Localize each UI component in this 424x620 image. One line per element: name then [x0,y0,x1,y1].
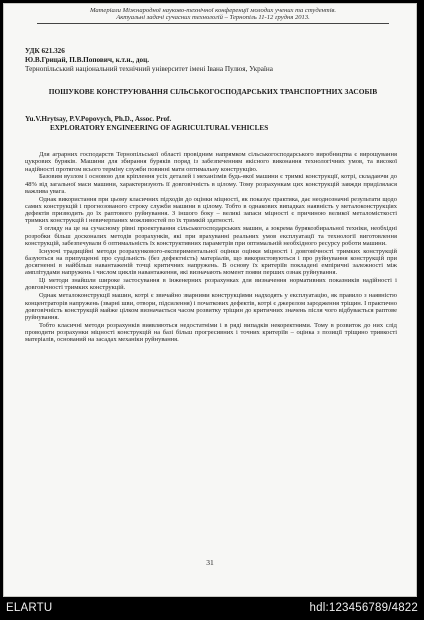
paragraph: Існуючі традиційні методи розрахункового-експериментальної оцінки оцінки міцності і довговічності тримких конструкцій базуються на припущенні про суцільність (без дефектність) матеріалів, що використовуються і про руйнування конструкцій при досягненні в найбільш навантаженій точці критичних напружень. В основу їх критеріїв покладені емпіричні залежності між амплітудами напружень і числом циклів навантаження, які визначають момент появи перших ознак руйнування. [25,247,397,277]
paragraph: Однак використання при цьому класичних підходів до оцінки міцності, як показує практика, дає неоднозначні результати щодо самих конструкцій і прогнозованого строку служби машини в цілому. Тобто в однакових випадках наявність у металоконструкціях дефектів призводить до їх раптового руйнування. З іншого боку – великі запаси міцності є причиною великої металомісткості тримких конструкцій і невичерпаних можливостей по їх тримкій здатності. [25,195,397,225]
paragraph: Для аграрних господарств Тернопільської області провідним напрямком сільськогосподарського виробництва є вирощування цукрових буряків. Машини для збирання буряків поряд із забезпеченням якісного виконання технологічних умов, та високої надійності протягом всього терміну служби повинні мати оптимальну конструкцію. [25,151,397,173]
paragraph: Базовим вузлом і основою для кріплення усіх деталей і механізмів будь-якої машини є тримкі конструкції, котрі, складаючи до 48% від загальної маси машини, характеризують її довговічність в цілому. Тому розрахункам цих конструкцій завжди приділялася важлива увага. [25,173,397,195]
conference-header-line-1: Матеріали Міжнародної науково-технічної конференції молодих учених та студентів. [89,7,337,14]
conference-header-line-2: Актуальні задачі сучасних технологій – Тернопіль 11-12 грудня 2013. [116,14,310,21]
article-body [25,151,397,344]
page-number: 31 [206,558,214,567]
handle-identifier: hdl:123456789/4822 [309,602,418,614]
title-ukrainian: ПОШУКОВЕ КОНСТРУЮВАННЯ СІЛЬСЬКОГОСПОДАРСЬКИХ ТРАНСПОРТНИХ ЗАСОБІВ [48,87,378,96]
paragraph: Ці методи знайшли широке застосування в інженерних розрахунках для визначення нормативних показників надійності і довговічності тримких конструкцій. [25,277,397,292]
paragraph: З огляду на це на сучасному рівні проектування сільськогосподарських машин, а зокрема бурякозбиральної техніки, необхідні розробки більш досконалих методів розрахунків, які при врахуванні реальних умов експлуатації та технології виготовлення конструкцій, забезпечували б оптимальність їх конструктивних параметрів при оптимальній необхідного ресурсу роботи машини. [25,225,397,247]
authors-ukrainian: Ю.В.Грицай, П.В.Попович, к.т.н., доц. [25,56,150,64]
affiliation: Тернопільський національний технічний університет імені Івана Пулюя, Україна [25,65,273,73]
document-page [3,3,417,597]
udc-code: УДК 621.326 [25,47,65,55]
paragraph: Тобто класичні методи розрахунків виявляються недостатніми і в ряді випадків некоректними. Тому в розвиток до них слід проводити розрахунки міцності конструкцій на базі більш прогресивних і точних критеріїв – оцінка з позиції тріщино тривкості матеріалів, оснований на засадах механіки руйнування. [25,321,397,344]
paragraph: Однак металоконструкції машин, котрі є звичайно зварними конструкціями надходять у експлуатацію, як правило з наявністю концентраторів напружень (зварні шви, отвори, підсилення) і початкових дефектів, котрі є джерелом зародження тріщин. І практично довговічність конструкцій майже цілком визначається часом розвитку тріщин до критичних значень після чого відбувається раптове руйнування. [25,292,397,322]
authors-english: Yu.V.Hrytsay, P.V.Popovych, Ph.D., Assoc. Prof. [25,115,172,123]
header-divider [37,23,389,24]
repository-name: ELARTU [6,602,53,614]
title-english: EXPLORATORY ENGINEERING OF AGRICULTURAL VEHICLES [50,124,269,132]
